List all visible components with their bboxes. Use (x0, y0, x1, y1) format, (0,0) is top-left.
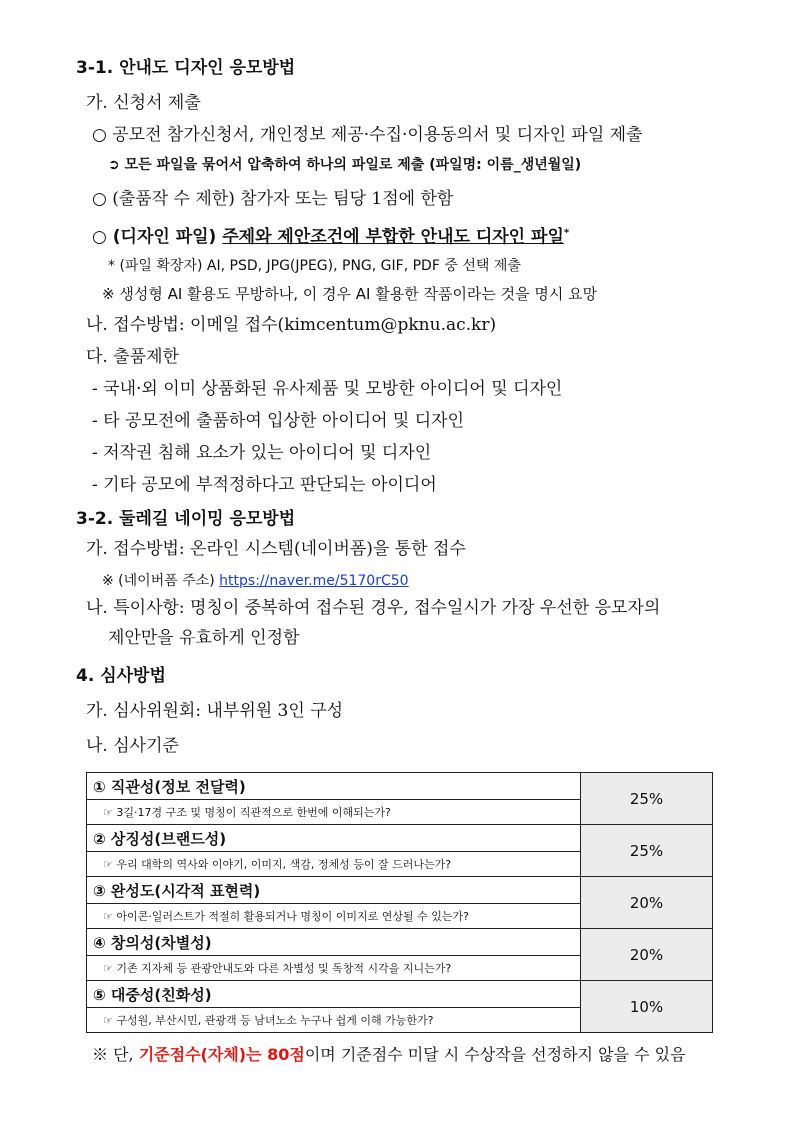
s32-ga-heading: 가. 접수방법: 온라인 시스템(네이버폼)을 통한 접수 (86, 539, 466, 559)
s31-item-1-note: ➲ 모든 파일을 묶어서 압축하여 하나의 파일로 제출 (파일명: 이름_생년월일) (108, 157, 582, 173)
criterion-desc: ☞ 기존 지자체 등 관광안내도와 다른 차별성 및 독창적 시각을 지니는가? (87, 956, 581, 981)
s31-item-1: ○ 공모전 참가신청서, 개인정보 제공·수집·이용동의서 및 디자인 파일 제출 (92, 125, 643, 145)
s31-ai-note: ※ 생성형 AI 활용도 무방하나, 이 경우 AI 활용한 작품이라는 것을 명시 요망 (102, 285, 598, 303)
criterion-weight: 10% (581, 981, 713, 1033)
section-3-1-title: 3-1. 안내도 디자인 응모방법 (76, 58, 296, 78)
criterion-name: ④ 창의성(차별성) (87, 929, 581, 956)
criterion-desc: ☞ 아이콘·일러스트가 적절히 활용되거나 명칭이 이미지로 연상될 수 있는가? (87, 904, 581, 929)
s4-na-heading: 나. 심사기준 (86, 736, 179, 756)
s31-item-3-prefix: ○ (디자인 파일) (92, 227, 223, 247)
criterion-desc: ☞ 우리 대학의 역사와 이야기, 이미지, 색감, 정체성 등이 잘 드러나는가? (87, 852, 581, 877)
restriction-item: - 국내·외 이미 상품화된 유사제품 및 모방한 아이디어 및 디자인 (92, 379, 563, 399)
naver-form-link[interactable]: https://naver.me/5170rC50 (219, 573, 409, 589)
footer-prefix: ※ 단, (92, 1045, 139, 1064)
section-3-2-title: 3-2. 둘레길 네이밍 응모방법 (76, 509, 296, 529)
s32-form-line (102, 570, 409, 592)
s4-footer-note (92, 1044, 686, 1066)
s31-ga-heading: 가. 신청서 제출 (86, 93, 201, 113)
s31-na-heading: 나. 접수방법: 이메일 접수(kimcentum@pknu.ac.kr) (86, 315, 497, 335)
s32-na-line-2: 제안만을 유효하게 인정함 (108, 628, 300, 648)
criterion-weight: 20% (581, 877, 713, 929)
criterion-weight: 25% (581, 773, 713, 825)
restriction-item: - 저작권 침해 요소가 있는 아이디어 및 디자인 (92, 443, 432, 463)
s32-na-line-1: 나. 특이사항: 명칭이 중복하여 접수된 경우, 접수일시가 가장 우선한 응모자의 (86, 598, 661, 618)
s32-form-prefix: ※ (네이버폼 주소) (102, 573, 220, 589)
restriction-item: - 기타 공모에 부적정하다고 판단되는 아이디어 (92, 475, 437, 495)
criterion-name: ② 상징성(브랜드성) (87, 825, 581, 852)
criterion-desc: ☞ 구성원, 부산시민, 관광객 등 남녀노소 누구나 쉽게 이해 가능한가? (87, 1008, 581, 1033)
criterion-name: ③ 완성도(시각적 표현력) (87, 877, 581, 904)
restriction-item: - 타 공모전에 출품하여 입상한 아이디어 및 디자인 (92, 411, 465, 431)
criterion-weight: 25% (581, 825, 713, 877)
section-4-title: 4. 심사방법 (76, 666, 166, 686)
s31-file-ext-note: * (파일 확장자) AI, PSD, JPG(JPEG), PNG, GIF, PDF 중 선택 제출 (108, 258, 521, 274)
criterion-name: ⑤ 대중성(친화성) (87, 981, 581, 1008)
s31-item-2: ○ (출품작 수 제한) 참가자 또는 팀당 1점에 한함 (92, 189, 454, 209)
criterion-name: ① 직관성(정보 전달력) (87, 773, 581, 800)
s4-ga-heading: 가. 심사위원회: 내부위원 3인 구성 (86, 701, 344, 721)
s31-item-3 (92, 226, 569, 248)
footer-threshold: 기준점수(자체)는 80점 (138, 1045, 305, 1064)
footer-suffix: 이며 기준점수 미달 시 수상작을 선정하지 않을 수 있음 (304, 1045, 686, 1064)
criteria-table (86, 772, 713, 1033)
s31-item-3-mark: * (563, 227, 570, 239)
s31-da-heading: 다. 출품제한 (86, 347, 179, 367)
s31-item-3-main: 주제와 제안조건에 부합한 안내도 디자인 파일 (222, 227, 564, 247)
criterion-weight: 20% (581, 929, 713, 981)
criterion-desc: ☞ 3길·17경 구조 및 명칭이 직관적으로 한번에 이해되는가? (87, 800, 581, 825)
